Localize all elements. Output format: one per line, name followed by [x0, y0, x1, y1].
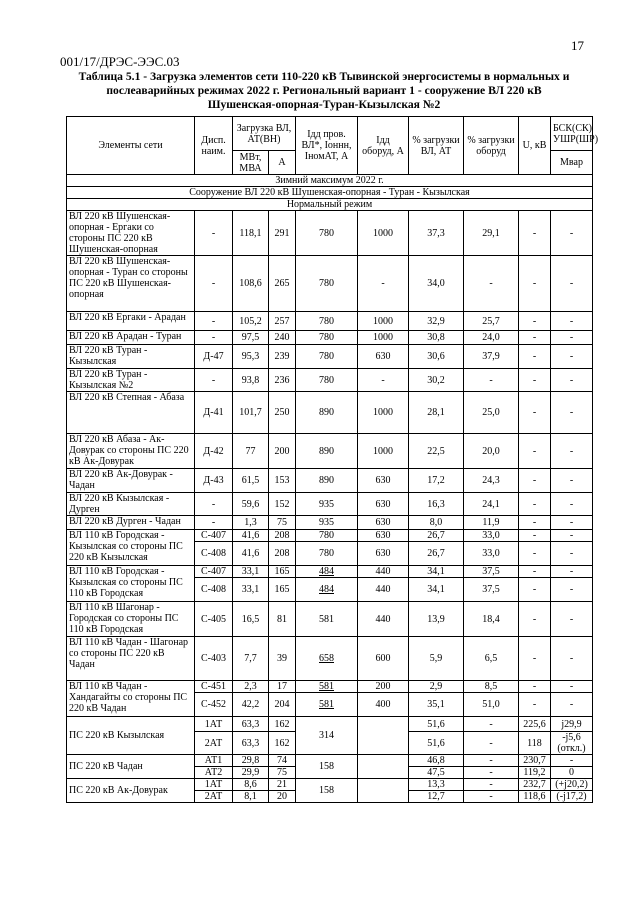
cell-u: -	[519, 469, 551, 493]
cell-iddo: 1000	[358, 434, 409, 469]
cell-iddo: 1000	[358, 392, 409, 434]
cell-idd-prov: 314	[296, 717, 358, 755]
cell-p2: 24,3	[464, 469, 519, 493]
cell-p1: 34,1	[409, 566, 464, 578]
cell-u: -	[519, 637, 551, 681]
cell-q: -	[551, 434, 593, 469]
table-row	[67, 755, 593, 767]
table-title: Таблица 5.1 - Загрузка элементов сети 110-220 кВ Тывинской энергосистемы в нормальных и послеаварийных режимах 2022 г. Региональный вариант 1 - сооружение ВЛ 220 кВ Шушенская-опорная-Туран-Кызылская №2	[78, 70, 570, 111]
cell-p2: 37,5	[464, 578, 519, 602]
cell-iddo	[358, 755, 409, 779]
cell-a: 208	[269, 542, 296, 566]
cell-iddo: 440	[358, 566, 409, 578]
cell-a: 152	[269, 493, 296, 516]
cell-mw: 97,5	[233, 331, 269, 345]
load-table	[66, 116, 599, 803]
cell-p1: 51,6	[409, 717, 464, 732]
cell-u: -	[519, 434, 551, 469]
cell-q: -	[551, 345, 593, 369]
cell-q: -	[551, 256, 593, 312]
cell-a: 204	[269, 693, 296, 717]
cell-idd-prov: 658	[296, 637, 358, 681]
cell-mw: 63,3	[233, 717, 269, 732]
cell-p2: -	[464, 369, 519, 392]
cell-disp: С-405	[195, 602, 233, 637]
table-row	[67, 256, 593, 312]
cell-element-name: ВЛ 220 кВ Абаза - Ак-Довурак со стороны ПС 220 кВ Ак-Довурак	[67, 434, 195, 469]
cell-mw: 33,1	[233, 566, 269, 578]
cell-u: -	[519, 331, 551, 345]
cell-p1: 47,5	[409, 767, 464, 779]
cell-u: -	[519, 602, 551, 637]
cell-q: -	[551, 755, 593, 767]
cell-u: -	[519, 516, 551, 530]
cell-a: 20	[269, 791, 296, 803]
cell-mw: 63,3	[233, 732, 269, 755]
cell-q: -	[551, 331, 593, 345]
header-disp: Дисп. наим.	[195, 117, 233, 175]
cell-q: -	[551, 392, 593, 434]
cell-q: -	[551, 369, 593, 392]
cell-iddo: 630	[358, 345, 409, 369]
cell-substation-name: ПС 220 кВ Ак-Довурак	[67, 779, 195, 803]
cell-iddo: -	[358, 256, 409, 312]
cell-u: -	[519, 345, 551, 369]
cell-u: 232,7	[519, 779, 551, 791]
cell-p2: 18,4	[464, 602, 519, 637]
cell-substation-name: ПС 220 кВ Чадан	[67, 755, 195, 779]
cell-p1: 16,3	[409, 493, 464, 516]
cell-a: 165	[269, 566, 296, 578]
cell-p1: 30,8	[409, 331, 464, 345]
cell-a: 240	[269, 331, 296, 345]
cell-mw: 29,8	[233, 755, 269, 767]
cell-idd-prov: 780	[296, 542, 358, 566]
cell-mw: 2,3	[233, 681, 269, 693]
cell-p2: -	[464, 717, 519, 732]
cell-element-name: ВЛ 220 кВ Степная - Абаза	[67, 392, 195, 434]
cell-a: 21	[269, 779, 296, 791]
cell-p1: 51,6	[409, 732, 464, 755]
cell-p2: 24,1	[464, 493, 519, 516]
table-row	[67, 469, 593, 493]
cell-iddo: 630	[358, 516, 409, 530]
cell-mw: 29,9	[233, 767, 269, 779]
page-number: 17	[571, 38, 584, 53]
cell-disp: -	[195, 516, 233, 530]
cell-a: 17	[269, 681, 296, 693]
cell-p2: 37,9	[464, 345, 519, 369]
cell-idd-prov: 780	[296, 211, 358, 256]
cell-disp: С-403	[195, 637, 233, 681]
cell-u: 225,6	[519, 717, 551, 732]
cell-iddo: 1000	[358, 331, 409, 345]
cell-element-name: ВЛ 110 кВ Чадан - Шагонар со стороны ПС 220 кВ Чадан	[67, 637, 195, 681]
cell-element-name: ВЛ 110 кВ Городская - Кызылская со стороны ПС 110 кВ Городская	[67, 566, 195, 602]
cell-p1: 12,7	[409, 791, 464, 803]
cell-element-name: ВЛ 220 кВ Шушенская-опорная - Туран со стороны ПС 220 кВ Шушенская-опорная	[67, 256, 195, 312]
cell-mw: 8,1	[233, 791, 269, 803]
cell-a: 291	[269, 211, 296, 256]
cell-p1: 26,7	[409, 542, 464, 566]
cell-element-name: ВЛ 110 кВ Шагонар - Городская со стороны ПС 110 кВ Городская	[67, 602, 195, 637]
cell-idd-prov: 780	[296, 345, 358, 369]
cell-q: -j5,6 (откл.)	[551, 732, 593, 755]
cell-a: 39	[269, 637, 296, 681]
section-construction: Сооружение ВЛ 220 кВ Шушенская-опорная - Туран - Кызылская	[67, 187, 593, 199]
cell-disp: С-408	[195, 578, 233, 602]
cell-disp: 1АТ	[195, 779, 233, 791]
cell-mw: 93,8	[233, 369, 269, 392]
cell-a: 200	[269, 434, 296, 469]
cell-p2: 29,1	[464, 211, 519, 256]
header-a: А	[269, 151, 296, 175]
header-idd-obor: Iдд оборуд, А	[358, 117, 409, 175]
header-elements: Элементы сети	[67, 117, 195, 175]
cell-q: -	[551, 566, 593, 578]
cell-iddo: 630	[358, 469, 409, 493]
cell-u: 230,7	[519, 755, 551, 767]
cell-p2: -	[464, 767, 519, 779]
cell-p1: 35,1	[409, 693, 464, 717]
cell-q: -	[551, 637, 593, 681]
header-pct-obor: % загрузки оборуд	[464, 117, 519, 175]
cell-iddo: 200	[358, 681, 409, 693]
cell-p1: 32,9	[409, 312, 464, 331]
cell-q: 0	[551, 767, 593, 779]
cell-a: 265	[269, 256, 296, 312]
cell-q: -	[551, 493, 593, 516]
cell-p1: 13,9	[409, 602, 464, 637]
cell-iddo	[358, 717, 409, 755]
cell-disp: С-408	[195, 542, 233, 566]
cell-a: 74	[269, 755, 296, 767]
cell-p1: 13,3	[409, 779, 464, 791]
cell-u: -	[519, 493, 551, 516]
cell-iddo: 630	[358, 542, 409, 566]
cell-disp: С-451	[195, 681, 233, 693]
cell-a: 75	[269, 767, 296, 779]
cell-iddo	[358, 779, 409, 803]
cell-p2: 37,5	[464, 566, 519, 578]
cell-disp: Д-42	[195, 434, 233, 469]
cell-p2: 11,9	[464, 516, 519, 530]
table-row	[67, 602, 593, 637]
cell-u: -	[519, 369, 551, 392]
cell-u: -	[519, 693, 551, 717]
table-row	[67, 312, 593, 331]
cell-p2: 25,0	[464, 392, 519, 434]
cell-q: -	[551, 469, 593, 493]
cell-u: -	[519, 542, 551, 566]
cell-substation-name: ПС 220 кВ Кызылская	[67, 717, 195, 755]
cell-disp: -	[195, 493, 233, 516]
cell-q: -	[551, 602, 593, 637]
cell-a: 236	[269, 369, 296, 392]
header-mvar: Мвар	[551, 151, 593, 175]
cell-idd-prov: 780	[296, 331, 358, 345]
table-row	[67, 392, 593, 434]
cell-a: 162	[269, 732, 296, 755]
table-row	[67, 681, 593, 693]
table-row	[67, 331, 593, 345]
cell-p1: 8,0	[409, 516, 464, 530]
cell-mw: 77	[233, 434, 269, 469]
table-row	[67, 566, 593, 578]
header-bsk: БСК(СК) УШР(ШР)	[551, 117, 593, 151]
cell-p2: -	[464, 755, 519, 767]
cell-p2: -	[464, 791, 519, 803]
cell-iddo: 630	[358, 493, 409, 516]
header-load: Загрузка ВЛ, АТ(ВН)	[233, 117, 296, 151]
cell-idd-prov: 581	[296, 602, 358, 637]
cell-a: 75	[269, 516, 296, 530]
cell-p1: 34,0	[409, 256, 464, 312]
cell-iddo: 1000	[358, 312, 409, 331]
cell-u: -	[519, 392, 551, 434]
cell-p1: 2,9	[409, 681, 464, 693]
cell-disp: -	[195, 211, 233, 256]
cell-mw: 41,6	[233, 542, 269, 566]
document-code: 001/17/ДРЭС-ЭЭС.03	[60, 54, 180, 69]
cell-idd-prov: 890	[296, 434, 358, 469]
cell-u: -	[519, 256, 551, 312]
cell-p1: 46,8	[409, 755, 464, 767]
cell-mw: 105,2	[233, 312, 269, 331]
cell-idd-prov: 158	[296, 779, 358, 803]
cell-a: 162	[269, 717, 296, 732]
cell-a: 208	[269, 530, 296, 542]
cell-p2: 51,0	[464, 693, 519, 717]
cell-disp: С-407	[195, 566, 233, 578]
cell-p1: 37,3	[409, 211, 464, 256]
cell-element-name: ВЛ 220 кВ Арадан - Туран	[67, 331, 195, 345]
cell-idd-prov: 890	[296, 392, 358, 434]
header-pct-vl: % загрузки ВЛ, АТ	[409, 117, 464, 175]
header-mw: МВт, МВА	[233, 151, 269, 175]
cell-idd-prov: 780	[296, 312, 358, 331]
cell-u: 118	[519, 732, 551, 755]
cell-p2: 24,0	[464, 331, 519, 345]
cell-iddo: 1000	[358, 211, 409, 256]
cell-q: (+j20,2)	[551, 779, 593, 791]
cell-idd-prov: 581	[296, 681, 358, 693]
cell-mw: 108,6	[233, 256, 269, 312]
cell-mw: 42,2	[233, 693, 269, 717]
cell-element-name: ВЛ 220 кВ Ак-Довурак - Чадан	[67, 469, 195, 493]
cell-a: 250	[269, 392, 296, 434]
cell-idd-prov: 484	[296, 578, 358, 602]
cell-disp: Д-43	[195, 469, 233, 493]
cell-disp: 2АТ	[195, 732, 233, 755]
cell-element-name: ВЛ 110 кВ Чадан - Хандагайты со стороны ПС 220 кВ Чадан	[67, 681, 195, 717]
cell-element-name: ВЛ 220 кВ Туран - Кызылская №2	[67, 369, 195, 392]
cell-p1: 26,7	[409, 530, 464, 542]
cell-u: -	[519, 530, 551, 542]
cell-mw: 41,6	[233, 530, 269, 542]
cell-p1: 30,6	[409, 345, 464, 369]
cell-idd-prov: 581	[296, 693, 358, 717]
cell-idd-prov: 158	[296, 755, 358, 779]
cell-p1: 5,9	[409, 637, 464, 681]
cell-iddo: 630	[358, 530, 409, 542]
cell-p1: 22,5	[409, 434, 464, 469]
cell-disp: -	[195, 312, 233, 331]
cell-mw: 95,3	[233, 345, 269, 369]
cell-idd-prov: 780	[296, 256, 358, 312]
cell-a: 165	[269, 578, 296, 602]
section-normal-mode: Нормальный режим	[67, 199, 593, 211]
table-row	[67, 717, 593, 732]
cell-iddo: 440	[358, 578, 409, 602]
cell-idd-prov: 780	[296, 369, 358, 392]
cell-mw: 16,5	[233, 602, 269, 637]
cell-element-name: ВЛ 220 кВ Кызылская - Дурген	[67, 493, 195, 516]
table-row	[67, 369, 593, 392]
table-row	[67, 530, 593, 542]
header-u: U, кВ	[519, 117, 551, 175]
cell-mw: 8,6	[233, 779, 269, 791]
table-row	[67, 434, 593, 469]
cell-idd-prov: 780	[296, 530, 358, 542]
cell-a: 81	[269, 602, 296, 637]
cell-idd-prov: 935	[296, 493, 358, 516]
cell-disp: С-452	[195, 693, 233, 717]
cell-u: -	[519, 681, 551, 693]
cell-iddo: 600	[358, 637, 409, 681]
cell-mw: 61,5	[233, 469, 269, 493]
cell-element-name: ВЛ 110 кВ Городская - Кызылская со стороны ПС 220 кВ Кызылская	[67, 530, 195, 566]
cell-q: -	[551, 578, 593, 602]
cell-p1: 30,2	[409, 369, 464, 392]
cell-p1: 28,1	[409, 392, 464, 434]
cell-element-name: ВЛ 220 кВ Ергаки - Арадан	[67, 312, 195, 331]
cell-p2: 6,5	[464, 637, 519, 681]
table-row	[67, 345, 593, 369]
cell-iddo: 400	[358, 693, 409, 717]
cell-mw: 1,3	[233, 516, 269, 530]
cell-p2: 25,7	[464, 312, 519, 331]
cell-q: -	[551, 211, 593, 256]
cell-u: -	[519, 211, 551, 256]
cell-u: 118,6	[519, 791, 551, 803]
cell-p2: -	[464, 256, 519, 312]
cell-p2: -	[464, 732, 519, 755]
cell-idd-prov: 935	[296, 516, 358, 530]
cell-q: j29,9	[551, 717, 593, 732]
cell-idd-prov: 484	[296, 566, 358, 578]
cell-disp: -	[195, 331, 233, 345]
cell-p2: 20,0	[464, 434, 519, 469]
cell-p2: 33,0	[464, 542, 519, 566]
cell-q: -	[551, 530, 593, 542]
cell-a: 239	[269, 345, 296, 369]
cell-q: -	[551, 693, 593, 717]
cell-p1: 17,2	[409, 469, 464, 493]
cell-q: -	[551, 516, 593, 530]
cell-disp: -	[195, 369, 233, 392]
cell-disp: Д-47	[195, 345, 233, 369]
table-row	[67, 516, 593, 530]
cell-u: -	[519, 566, 551, 578]
cell-disp: -	[195, 256, 233, 312]
cell-p2: -	[464, 779, 519, 791]
cell-a: 153	[269, 469, 296, 493]
header-idd-prov: Iдд пров. ВЛ*, Iоннн, IномАТ, А	[296, 117, 358, 175]
cell-disp: 1АТ	[195, 717, 233, 732]
cell-disp: АТ1	[195, 755, 233, 767]
cell-p2: 33,0	[464, 530, 519, 542]
cell-mw: 7,7	[233, 637, 269, 681]
table-row	[67, 211, 593, 256]
cell-p2: 8,5	[464, 681, 519, 693]
cell-q: -	[551, 312, 593, 331]
cell-mw: 33,1	[233, 578, 269, 602]
cell-u: 119,2	[519, 767, 551, 779]
table-row	[67, 493, 593, 516]
cell-u: -	[519, 578, 551, 602]
cell-u: -	[519, 312, 551, 331]
cell-mw: 59,6	[233, 493, 269, 516]
cell-mw: 101,7	[233, 392, 269, 434]
table-row	[67, 637, 593, 681]
section-winter: Зимний максимум 2022 г.	[67, 175, 593, 187]
cell-q: -	[551, 542, 593, 566]
cell-element-name: ВЛ 220 кВ Шушенская-опорная - Ергаки со стороны ПС 220 кВ Шушенская-опорная	[67, 211, 195, 256]
cell-a: 257	[269, 312, 296, 331]
table-row	[67, 779, 593, 791]
cell-element-name: ВЛ 220 кВ Туран - Кызылская	[67, 345, 195, 369]
cell-mw: 118,1	[233, 211, 269, 256]
cell-disp: Д-41	[195, 392, 233, 434]
cell-disp: АТ2	[195, 767, 233, 779]
cell-disp: С-407	[195, 530, 233, 542]
cell-q: (-j17,2)	[551, 791, 593, 803]
cell-iddo: 440	[358, 602, 409, 637]
cell-p1: 34,1	[409, 578, 464, 602]
cell-disp: 2АТ	[195, 791, 233, 803]
cell-idd-prov: 890	[296, 469, 358, 493]
cell-iddo: -	[358, 369, 409, 392]
cell-element-name: ВЛ 220 кВ Дурген - Чадан	[67, 516, 195, 530]
cell-q: -	[551, 681, 593, 693]
